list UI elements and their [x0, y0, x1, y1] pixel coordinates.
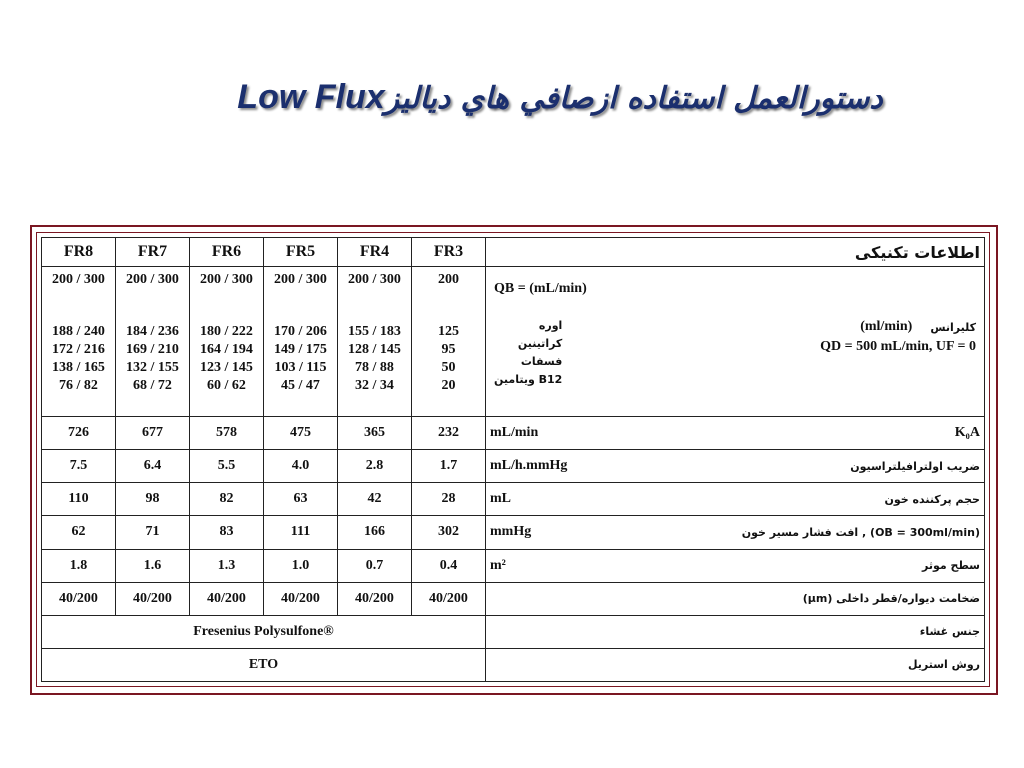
cell: 40/200: [116, 582, 190, 615]
cell: 71: [116, 516, 190, 549]
page-title: [200, 78, 920, 117]
cell: 475: [264, 417, 338, 450]
cell: 7.5: [42, 450, 116, 483]
table-frame: [36, 232, 990, 687]
cell: 40/200: [412, 582, 486, 615]
clearance-unit: (ml/min): [860, 319, 913, 334]
row-description: [486, 615, 985, 648]
row-label: K₀A: [954, 425, 980, 441]
title-latin: Low Flux: [237, 78, 385, 116]
clearance-cell: 200 / 300 180 / 222 164 / 194 123 / 145 60 / 62: [190, 267, 264, 417]
row-description: [486, 549, 985, 582]
unit-label: mL: [490, 491, 511, 507]
table-row: [42, 648, 985, 681]
cell: 5.5: [190, 450, 264, 483]
clearance-cell: 200 / 300 155 / 183 128 / 145 78 / 88 32 / 34: [338, 267, 412, 417]
unit-label: m²: [490, 557, 506, 573]
cell: 2.8: [338, 450, 412, 483]
row-description: [486, 582, 985, 615]
phosphate-label: فسفات: [520, 355, 563, 368]
cell: 1.0: [264, 549, 338, 582]
row-label: سطح موثر: [922, 559, 980, 573]
cell: 28: [412, 483, 486, 516]
table-row: [42, 516, 985, 549]
cell: 677: [116, 417, 190, 450]
cell: 40/200: [190, 582, 264, 615]
table-row: [42, 615, 985, 648]
urea-label: اوره: [538, 319, 563, 332]
row-label: ضخامت دیواره/قطر داخلی (μm): [802, 592, 980, 606]
clearance-description: [486, 267, 985, 417]
clearance-label: کلیرانس: [930, 320, 976, 334]
cell: 110: [42, 483, 116, 516]
membrane-value: Fresenius Polysulfone®: [42, 615, 486, 648]
clearance-cell: 200 / 300 188 / 240 172 / 216 138 / 165 76 / 82: [42, 267, 116, 417]
technical-info-header: اطلاعات تکنیکی: [486, 238, 985, 267]
table-row: [42, 549, 985, 582]
qd-label: QD = 500 mL/min, UF = 0: [820, 339, 976, 354]
b12-label: B12 ویتامین: [494, 373, 563, 386]
row-description: [486, 483, 985, 516]
model-header: FR3: [412, 238, 486, 267]
cell: 40/200: [42, 582, 116, 615]
cell: 98: [116, 483, 190, 516]
unit-label: mL/h.mmHg: [490, 458, 568, 474]
row-label: ضریب اولترافیلتراسیون: [850, 459, 980, 473]
cell: 111: [264, 516, 338, 549]
unit-label: mL/min: [490, 425, 539, 441]
table-header-row: [42, 238, 985, 267]
table-row: [42, 450, 985, 483]
unit-label: mmHg: [490, 524, 532, 540]
cell: 578: [190, 417, 264, 450]
model-header: FR7: [116, 238, 190, 267]
row-label: روش استریل: [907, 658, 980, 672]
row-description: [486, 516, 985, 549]
cell: 1.6: [116, 549, 190, 582]
row-label: جنس غشاء: [919, 625, 980, 639]
cell: 6.4: [116, 450, 190, 483]
model-header: FR5: [264, 238, 338, 267]
cell: 63: [264, 483, 338, 516]
cell: 82: [190, 483, 264, 516]
creatinine-label: کراتینین: [517, 337, 563, 350]
cell: 62: [42, 516, 116, 549]
clearance-cell: 200 / 300 184 / 236 169 / 210 132 / 155 68 / 72: [116, 267, 190, 417]
clearance-cell: 200 125 95 50 20: [412, 267, 486, 417]
spec-table: [41, 237, 985, 682]
table-row: [42, 483, 985, 516]
row-label: حجم پرکننده خون: [884, 492, 980, 506]
cell: 1.3: [190, 549, 264, 582]
cell: 40/200: [264, 582, 338, 615]
cell: 0.7: [338, 549, 412, 582]
clearance-row: [42, 267, 985, 417]
cell: 365: [338, 417, 412, 450]
row-description: [486, 417, 985, 450]
model-header: FR4: [338, 238, 412, 267]
row-label: (OB = 300ml/min) , افت فشار مسیر خون: [741, 525, 980, 539]
cell: 166: [338, 516, 412, 549]
cell: 1.8: [42, 549, 116, 582]
model-header: FR8: [42, 238, 116, 267]
clearance-cell: 200 / 300 170 / 206 149 / 175 103 / 115 45 / 47: [264, 267, 338, 417]
qb-label: QB = (mL/min): [494, 281, 587, 296]
table-row: [42, 417, 985, 450]
cell: 726: [42, 417, 116, 450]
cell: 42: [338, 483, 412, 516]
model-header: FR6: [190, 238, 264, 267]
cell: 302: [412, 516, 486, 549]
cell: 4.0: [264, 450, 338, 483]
cell: 83: [190, 516, 264, 549]
sterilization-value: ETO: [42, 648, 486, 681]
row-description: [486, 450, 985, 483]
cell: 0.4: [412, 549, 486, 582]
cell: 1.7: [412, 450, 486, 483]
table-row: [42, 582, 985, 615]
cell: 232: [412, 417, 486, 450]
title-persian: دستورالعمل استفاده ازصافي هاي دياليز: [384, 81, 883, 116]
row-description: [486, 648, 985, 681]
cell: 40/200: [338, 582, 412, 615]
